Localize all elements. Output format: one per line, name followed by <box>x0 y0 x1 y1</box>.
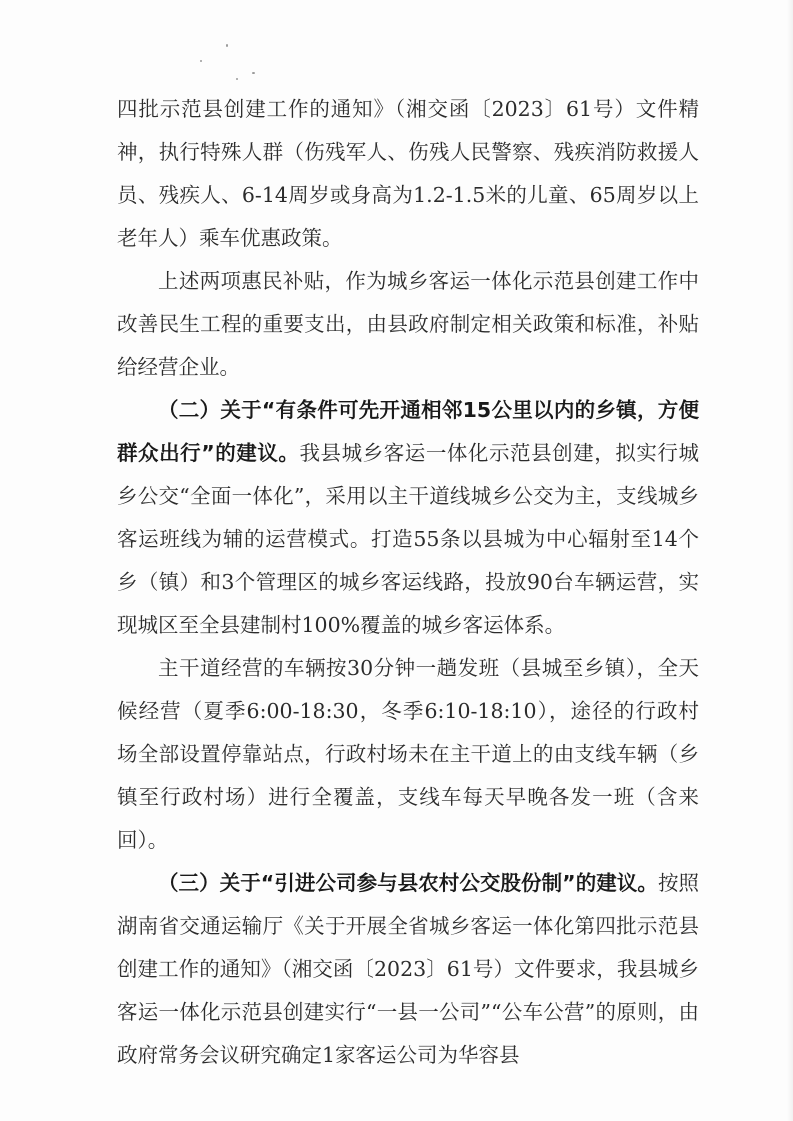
paragraph-text: 按照湖南省交通运输厅《关于开展全省城乡客运一体化第四批示范县创建工作的通知》（湘交函〔2023〕61号）文件要求，我县城乡客运一体化示范县创建实行“一县一公司”“公车公营”的原则，由政府常务会议研究确定1家客运公司为华容县 <box>117 871 699 1067</box>
paragraph-schedule <box>117 647 699 862</box>
paragraph-policy-continuation <box>117 88 699 260</box>
paragraph-text: 我县城乡客运一体化示范县创建，拟实行城乡公交“全面一体化”，采用以主干道线城乡公交为主，支线城乡客运班线为辅的运营模式。打造55条以县城为中心辐射至14个乡（镇）和3个管理区的城乡客运线路，投放90台车辆运营，实现城区至全县建制村100%覆盖的城乡客运体系。 <box>117 441 699 637</box>
section-heading: （二）关于“有条件可先开通相邻15公里以内的乡镇，方便群众出行”的建议。 <box>117 398 699 465</box>
scan-speck <box>200 60 202 62</box>
paragraph-text: 主干道经营的车辆按30分钟一趟发班（县城至乡镇），全天候经营（夏季6:00-18:30，冬季6:10-18:10），途径的行政村场全部设置停靠站点，行政村场未在主干道上的由支线车辆（乡镇至行政村场）进行全覆盖，支线车每天早晚各发一班（含来回）。 <box>117 656 699 852</box>
scan-edge-shadow <box>787 0 793 1121</box>
section-heading: （三）关于“引进公司参与县农村公交股份制”的建议。 <box>158 871 658 895</box>
scan-speck <box>252 72 255 74</box>
paragraph-subsidy-summary <box>117 260 699 389</box>
paragraph-text: 上述两项惠民补贴，作为城乡客运一体化示范县创建工作中改善民生工程的重要支出，由县政府制定相关政策和标准，补贴给经营企业。 <box>117 269 699 379</box>
scan-speck <box>226 44 228 47</box>
paragraph-section-three <box>117 862 699 1077</box>
paragraph-text: 四批示范县创建工作的通知》（湘交函〔2023〕61号）文件精神，执行特殊人群（伤残军人、伤残人民警察、残疾消防救援人员、残疾人、6-14周岁或身高为1.2-1.5米的儿童、65周岁以上老年人）乘车优惠政策。 <box>117 97 699 250</box>
paragraph-section-two <box>117 389 699 647</box>
document-body <box>117 88 699 1077</box>
scan-speck <box>236 78 238 80</box>
